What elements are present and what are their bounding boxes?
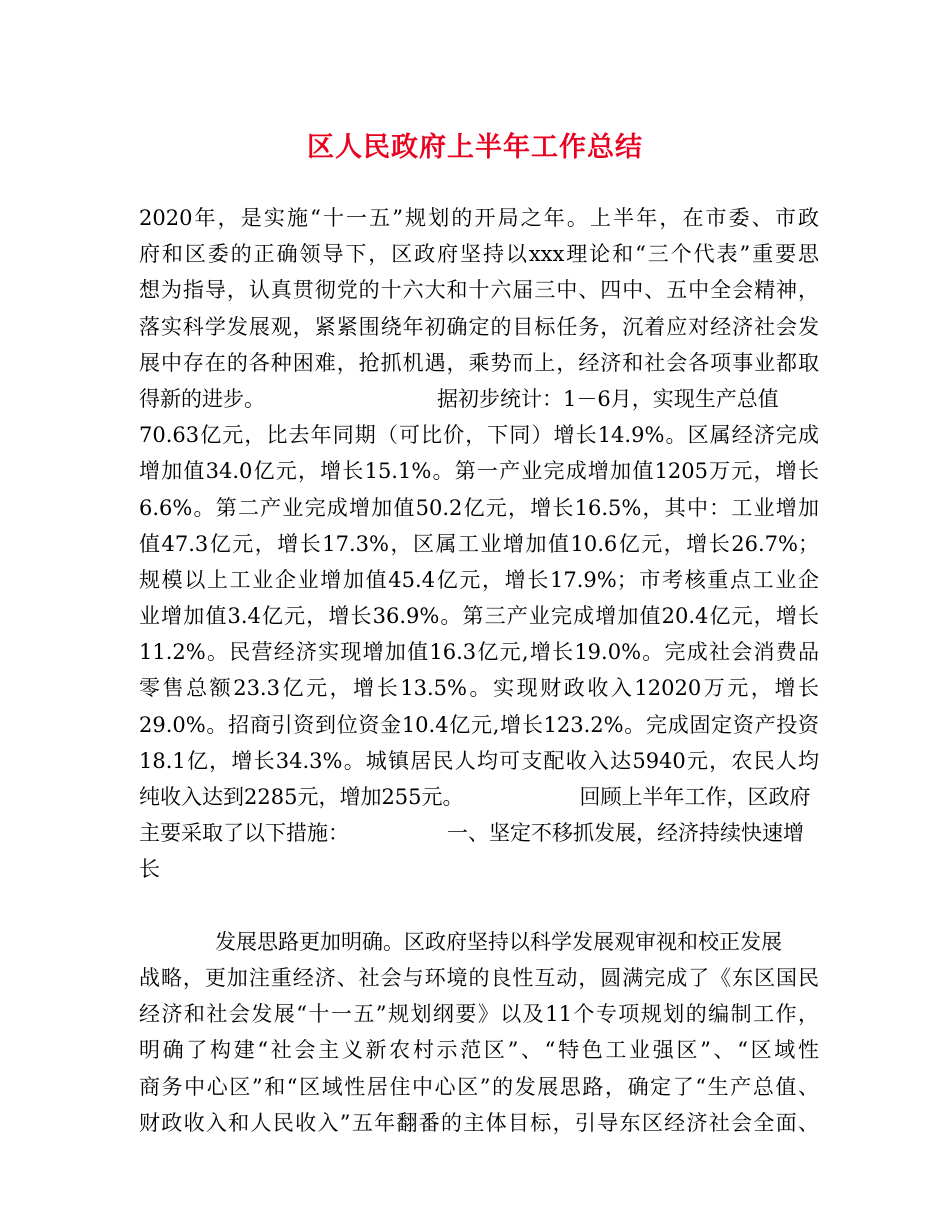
text-line: 业增加值3.4亿元，增长36.9%。第三产业完成增加值20.4亿元，增长 <box>139 604 819 629</box>
text-line: 落实科学发展观，紧紧围绕年初确定的目标任务，沉着应对经济社会发 <box>139 314 819 339</box>
text-line: 值47.3亿元，增长17.3%，区属工业增加值10.6亿元，增长26.7%； <box>139 531 819 556</box>
blank-line <box>139 888 819 924</box>
text-segment: 一、坚定不移抓发展，经济持续快速增 <box>447 821 804 846</box>
text-line-mixed <box>139 779 819 815</box>
text-line: 11.2%。民营经济实现增加值16.3亿元,增长19.0%。完成社会消费品 <box>139 640 819 665</box>
text-line: 想为指导，认真贯彻党的十六大和十六届三中、四中、五中全会精神， <box>139 278 819 303</box>
text-segment: 纯收入达到2285元，增加255元。 <box>139 785 464 809</box>
document-title: 区人民政府上半年工作总结 <box>307 132 643 163</box>
text-line: 商务中心区”和“区域性居住中心区”的发展思路，确定了“生产总值、 <box>139 1074 819 1099</box>
text-line-indented <box>139 924 819 960</box>
text-line-mixed <box>139 381 819 417</box>
text-segment: 发展思路更加明确。区政府坚持以科学发展观审视和校正发展 <box>215 929 782 954</box>
document-body <box>139 200 819 1141</box>
text-line-mixed <box>139 815 819 851</box>
text-line: 70.63亿元，比去年同期（可比价，下同）增长14.9%。区属经济完成 <box>139 423 819 448</box>
text-line: 长 <box>139 857 160 882</box>
text-segment: 主要采取了以下措施： <box>139 821 349 846</box>
text-line: 战略，更加注重经济、社会与环境的良性互动，圆满完成了《东区国民 <box>139 965 819 990</box>
text-segment: 回顾上半年工作，区政府 <box>579 785 811 809</box>
text-line: 29.0%。招商引资到位资金10.4亿元,增长123.2%。完成固定资产投资 <box>139 712 819 737</box>
text-segment: 得新的进步。 <box>139 386 265 411</box>
text-line: 府和区委的正确领导下，区政府坚持以xxx理论和“三个代表”重要思 <box>139 242 819 267</box>
text-line: 规模以上工业企业增加值45.4亿元，增长17.9%；市考核重点工业企 <box>139 567 819 592</box>
text-line: 明确了构建“社会主义新农村示范区”、“特色工业强区”、“区域性 <box>139 1038 819 1063</box>
text-line: 18.1亿，增长34.3%。城镇居民人均可支配收入达5940元，农民人均 <box>139 748 819 773</box>
text-line: 展中存在的各种困难，抢抓机遇，乘势而上，经济和社会各项事业都取 <box>139 350 819 375</box>
text-line: 增加值34.0亿元，增长15.1%。第一产业完成增加值1205万元，增长 <box>139 459 819 484</box>
text-line: 零售总额23.3亿元，增长13.5%。实现财政收入12020万元，增长 <box>139 676 819 701</box>
text-segment: 据初步统计：1－6月，实现生产总值 <box>437 386 779 411</box>
text-line: 财政收入和人民收入”五年翻番的主体目标，引导东区经济社会全面、 <box>139 1110 819 1135</box>
text-line: 6.6%。第二产业完成增加值50.2亿元，增长16.5%，其中：工业增加 <box>139 495 819 520</box>
text-line: 2020年，是实施“十一五”规划的开局之年。上半年，在市委、市政 <box>139 206 819 230</box>
text-line: 经济和社会发展“十一五”规划纲要》以及11个专项规划的编制工作， <box>139 1002 819 1027</box>
